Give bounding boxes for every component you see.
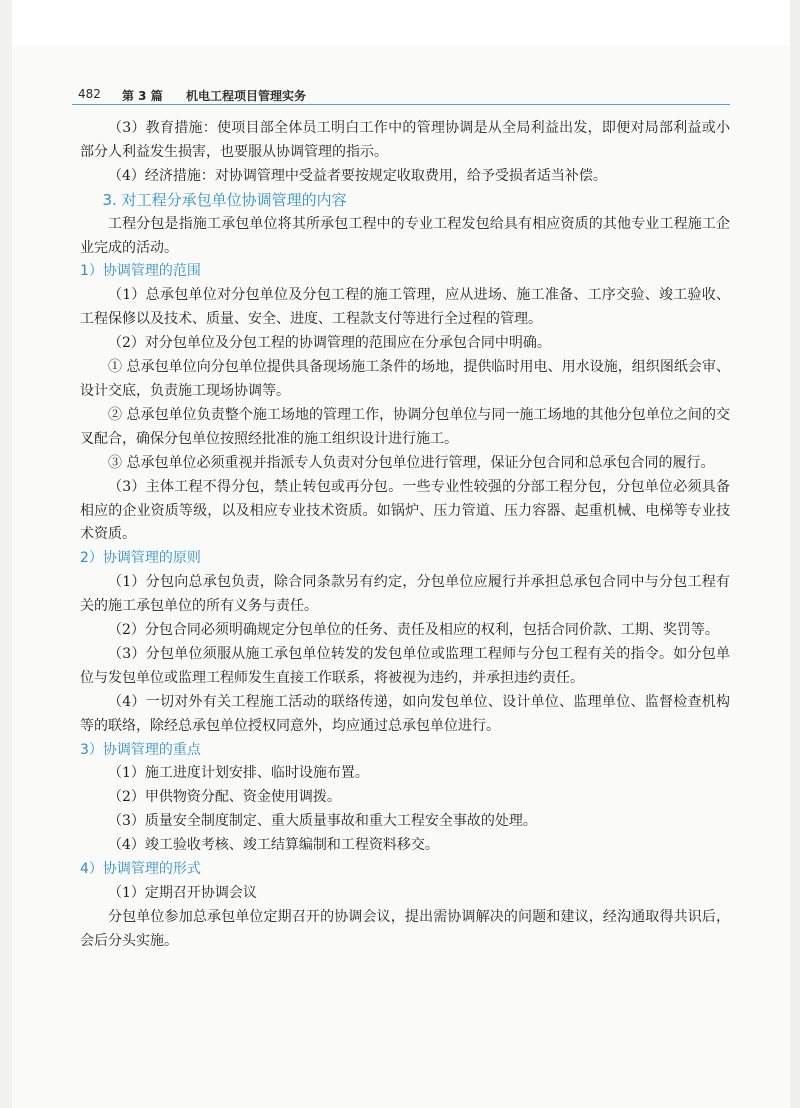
scan-right-edge	[790, 0, 800, 1108]
list-item: （2）甲供物资分配、资金使用调拨。	[108, 789, 341, 806]
main-text	[80, 117, 730, 954]
section-heading: 3. 对工程分承包单位协调管理的内容	[102, 190, 347, 209]
paragraph: （1）总承包单位对分包单位及分包工程的施工管理，应从进场、施工准备、工序交验、竣工验收、工程保修以及技术、质量、安全、进度、工程款支付等进行全过程的管理。	[80, 287, 730, 328]
list-item: （1）施工进度计划安排、临时设施布置。	[108, 765, 369, 782]
list-item: （3）质量安全制度制定、重大质量事故和重大工程安全事故的处理。	[108, 813, 537, 830]
paragraph: （3）主体工程不得分包，禁止转包或再分包。一些专业性较强的分部工程分包，分包单位必须具备相应的企业资质等级，以及相应专业技术资质。如锅炉、压力管道、压力容器、起重机械、电梯等专业技术资质。	[80, 478, 730, 543]
paragraph: ② 总承包单位负责整个施工场地的管理工作，协调分包单位与同一施工场地的其他分包单位之间的交叉配合，确保分包单位按照经批准的施工组织设计进行施工。	[80, 406, 730, 447]
header-divider	[72, 104, 730, 105]
paragraph: ③ 总承包单位必须重视并指派专人负责对分包单位进行管理，保证分包合同和总承包合同的履行。	[108, 454, 715, 471]
paragraph: ① 总承包单位向分包单位提供具备现场施工条件的场地，提供临时用电、用水设施，组织图纸会审、设计交底，负责施工现场协调等。	[80, 359, 730, 399]
paragraph: （2）分包合同必须明确规定分包单位的任务、责任及相应的权利，包括合同价款、工期、奖罚等。	[108, 622, 719, 639]
list-item: （4）竣工验收考核、竣工结算编制和工程资料移交。	[108, 837, 439, 854]
part-label: 第 3 篇	[122, 89, 163, 103]
paragraph: 分包单位参加总承包单位定期召开的协调会议，提出需协调解决的问题和建议，经沟通取得共识后，会后分头实施。	[80, 908, 730, 949]
scan-left-edge	[0, 0, 12, 1108]
paragraph: （3）分包单位须服从施工承包单位转发的发包单位或监理工程师与分包工程有关的指令。如分包单位与发包单位或监理工程师发生直接工作联系，将被视为违约，并承担违约责任。	[80, 645, 730, 686]
paragraph: （4）一切对外有关工程施工活动的联络传递，如向发包单位、设计单位、监理单位、监督检查机构等的联络，除经总承包单位授权同意外，均应通过总承包单位进行。	[80, 693, 730, 734]
subsection-heading: 1）协调管理的范围	[80, 263, 201, 280]
page-number: 482	[78, 87, 101, 101]
paragraph: 工程分包是指施工承包单位将其所承包工程中的专业工程发包给具有相应资质的其他专业工程施工企业完成的活动。	[80, 215, 730, 256]
paragraph: （4）经济措施：对协调管理中受益者要按规定收取费用，给予受损者适当补偿。	[108, 167, 607, 184]
subsection-heading: 3）协调管理的重点	[80, 741, 201, 758]
paragraph: （3）教育措施：使项目部全体员工明白工作中的管理协调是从全局利益出发，即便对局部利益或小部分人利益发生损害，也要服从协调管理的指示。	[80, 120, 730, 160]
book-section-title: 机电工程项目管理实务	[186, 89, 307, 103]
subsection-heading: 2）协调管理的原则	[80, 550, 201, 567]
list-item: （1）定期召开协调会议	[108, 885, 257, 901]
subsection-heading: 4）协调管理的形式	[80, 861, 201, 878]
running-header	[70, 84, 730, 106]
paragraph: （1）分包向总承包负责，除合同条款另有约定，分包单位应履行并承担总承包合同中与分包工程有关的施工承包单位的所有义务与责任。	[80, 574, 730, 615]
paragraph: （2）对分包单位及分包工程的协调管理的范围应在分承包合同中明确。	[108, 335, 551, 352]
scan-top-margin	[0, 0, 800, 46]
